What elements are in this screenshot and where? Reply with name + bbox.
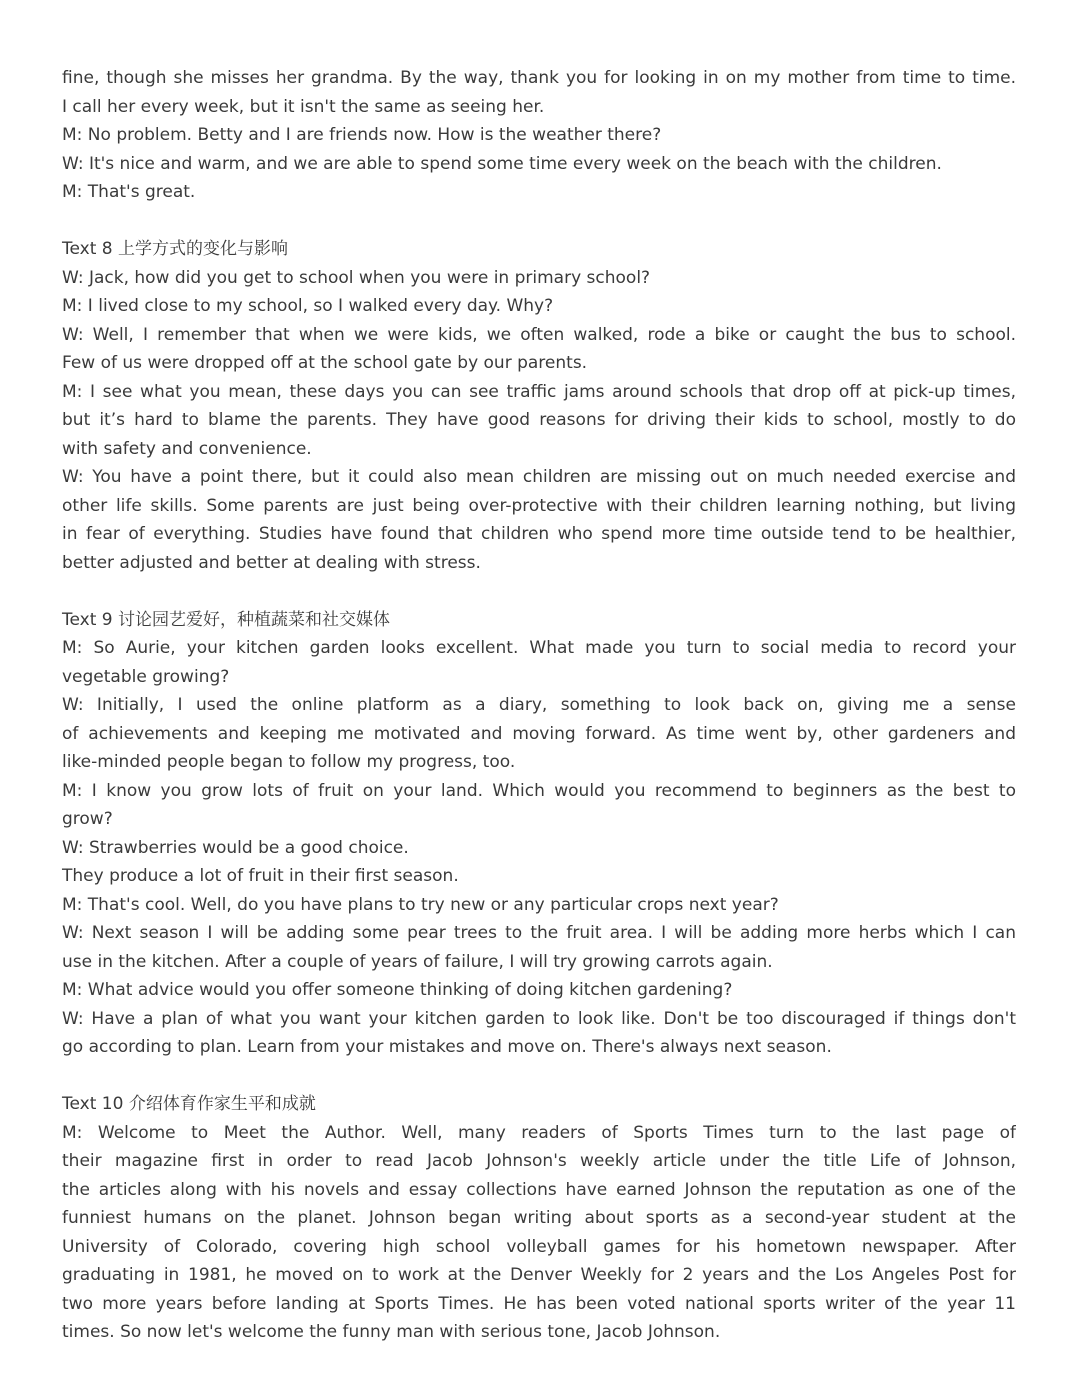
- text-line: with safety and convenience.: [62, 438, 312, 459]
- text-line: I call her every week, but it isn't the same as seeing her.: [62, 96, 545, 117]
- text-line: better adjusted and better at dealing with stress.: [62, 552, 481, 573]
- dialogue-paragraph: [62, 862, 1016, 891]
- text-line: funniest humans on the planet. Johnson began writing about sports as a second-year student at the: [62, 1208, 1016, 1228]
- text-line: W: Have a plan of what you want your kitchen garden to look like. Don't be too discouraged if things don't: [62, 1008, 1016, 1029]
- dialogue-paragraph: [62, 321, 1016, 378]
- dialogue-paragraph: [62, 891, 1016, 920]
- text-line: W: It's nice and warm, and we are able to spend some time every week on the beach with the children.: [62, 153, 942, 174]
- dialogue-paragraph: [62, 64, 1016, 121]
- text-line: go according to plan. Learn from your mistakes and move on. There's always next season.: [62, 1037, 832, 1057]
- dialogue-paragraph: [62, 976, 1016, 1005]
- text-line: M: That's cool. Well, do you have plans to try new or any particular crops next year?: [62, 894, 779, 915]
- dialogue-paragraph: [62, 834, 1016, 863]
- dialogue-paragraph: [62, 463, 1016, 577]
- text-line: Text 10 介绍体育作家生平和成就: [62, 1094, 316, 1114]
- section-heading: [62, 235, 1016, 264]
- text-line: M: What advice would you offer someone thinking of doing kitchen gardening?: [62, 980, 733, 1000]
- text-line: W: Initially, I used the online platform as a diary, something to look back on, giving me a sense: [62, 695, 1016, 715]
- text-line: Few of us were dropped off at the school gate by our parents.: [62, 353, 588, 373]
- text-line: W: You have a point there, but it could also mean children are missing out on much needed exercise and: [62, 467, 1016, 487]
- dialogue-paragraph: [62, 292, 1016, 321]
- text-line: M: I see what you mean, these days you can see traffic jams around schools that drop off at pick-up times,: [62, 381, 1016, 402]
- text-line: other life skills. Some parents are just being over-protective with their children learning nothing, but living: [62, 495, 1016, 516]
- text-line: W: Jack, how did you get to school when you were in primary school?: [62, 267, 651, 288]
- text-line: They produce a lot of fruit in their first season.: [62, 866, 459, 886]
- document-body: [62, 64, 1016, 1347]
- text-line: W: Next season I will be adding some pear trees to the fruit area. I will be adding more herbs which I can: [62, 923, 1016, 943]
- dialogue-paragraph: [62, 691, 1016, 777]
- dialogue-paragraph: [62, 178, 1016, 207]
- text-line: graduating in 1981, he moved on to work at the Denver Weekly for 2 years and the Los Angeles Post for: [62, 1265, 1016, 1285]
- text-line: vegetable growing?: [62, 666, 230, 687]
- text-line: two more years before landing at Sports Times. He has been voted national sports writer of the year 11: [62, 1293, 1016, 1314]
- text-line: their magazine first in order to read Jacob Johnson's weekly article under the title Life of Johnson,: [62, 1151, 1016, 1171]
- dialogue-paragraph: [62, 378, 1016, 464]
- text-line: M: I know you grow lots of fruit on your land. Which would you recommend to beginners as the best to: [62, 780, 1016, 801]
- dialogue-paragraph: [62, 634, 1016, 691]
- text-line: like-minded people began to follow my progress, too.: [62, 752, 516, 772]
- text-line: the articles along with his novels and essay collections have earned Johnson the reputation as one of the: [62, 1179, 1016, 1200]
- dialogue-paragraph: [62, 1005, 1016, 1062]
- text-line: but it’s hard to blame the parents. They have good reasons for driving their kids to school, mostly to do: [62, 410, 1016, 430]
- dialogue-paragraph: [62, 150, 1016, 179]
- dialogue-paragraph: [62, 919, 1016, 976]
- text-line: M: No problem. Betty and I are friends now. How is the weather there?: [62, 125, 662, 145]
- text-line: of achievements and keeping me motivated and moving forward. As time went by, other gardeners and: [62, 723, 1016, 744]
- dialogue-paragraph: [62, 1119, 1016, 1347]
- text-line: fine, though she misses her grandma. By the way, thank you for looking in on my mother from time to time.: [62, 68, 1016, 88]
- text-line: M: Welcome to Meet the Author. Well, many readers of Sports Times turn to the last page of: [62, 1122, 1016, 1143]
- section-spacer: [62, 1062, 1016, 1091]
- text-line: M: I lived close to my school, so I walked every day. Why?: [62, 296, 554, 316]
- dialogue-paragraph: [62, 121, 1016, 150]
- section-spacer: [62, 207, 1016, 236]
- dialogue-paragraph: [62, 777, 1016, 834]
- text-line: times. So now let's welcome the funny man with serious tone, Jacob Johnson.: [62, 1322, 721, 1342]
- text-line: M: So Aurie, your kitchen garden looks excellent. What made you turn to social media to record your: [62, 638, 1016, 658]
- text-line: Text 8 上学方式的变化与影响: [62, 239, 289, 259]
- section-heading: [62, 606, 1016, 635]
- text-line: W: Strawberries would be a good choice.: [62, 837, 409, 858]
- text-line: use in the kitchen. After a couple of years of failure, I will try growing carrots again.: [62, 951, 773, 972]
- text-line: University of Colorado, covering high school volleyball games for his hometown newspaper. After: [62, 1236, 1016, 1257]
- text-line: grow?: [62, 809, 113, 829]
- text-line: M: That's great.: [62, 182, 196, 202]
- text-line: W: Well, I remember that when we were kids, we often walked, rode a bike or caught the bus to school.: [62, 324, 1016, 345]
- text-line: Text 9 讨论园艺爱好，种植蔬菜和社交媒体: [62, 609, 391, 630]
- text-line: in fear of everything. Studies have found that children who spend more time outside tend to be healthier,: [62, 524, 1016, 544]
- section-spacer: [62, 577, 1016, 606]
- section-heading: [62, 1090, 1016, 1119]
- dialogue-paragraph: [62, 264, 1016, 293]
